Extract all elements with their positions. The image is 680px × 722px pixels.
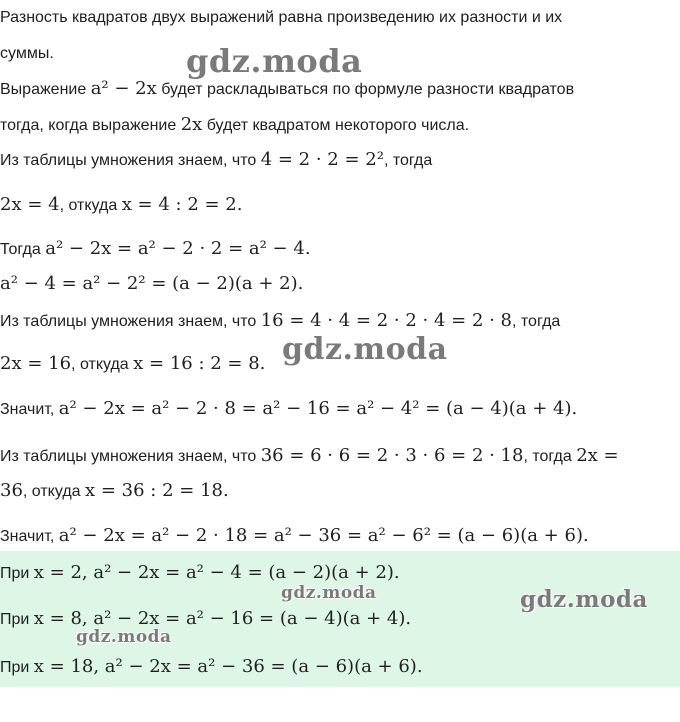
text-line-3: Выражение a² − 2x будет раскладываться по формуле разности квадратов — [0, 78, 575, 99]
math-expression: 16 = 4 · 4 = 2 · 2 · 4 = 2 · 8 — [260, 310, 513, 331]
math-expression: x = 18, a² − 2x = a² − 36 = (a − 6)(a + 6). — [33, 656, 423, 677]
math-expression: a² − 2x — [90, 78, 157, 99]
text-line-6: 2x = 4, откуда x = 4 : 2 = 2. — [0, 194, 243, 215]
text-line-8 — [0, 274, 303, 295]
answer-line-2: При x = 8, a² − 2x = a² − 16 = (a − 4)(a + 4). — [0, 608, 412, 629]
math-expression: x = 8, a² − 2x = a² − 16 = (a − 4)(a + 4). — [33, 608, 412, 629]
math-expression: 2x = 16 — [0, 353, 72, 374]
watermark-logo: gdz.moda — [76, 627, 172, 647]
text-line-9: Из таблицы умножения знаем, что 16 = 4 · 4 = 2 · 2 · 4 = 2 · 8, тогда — [0, 310, 561, 331]
math-expression: 2x — [180, 114, 203, 135]
math-expression: a² − 4 = a² − 2² = (a − 2)(a + 2). — [0, 273, 304, 294]
text-line-10: 2x = 16, откуда x = 16 : 2 = 8. — [0, 353, 266, 374]
math-expression: 36 = 6 · 6 = 2 · 3 · 6 = 2 · 18 — [260, 445, 524, 466]
math-expression: a² − 2x = a² − 2 · 8 = a² − 16 = a² − 4² = (a − 4)(a + 4). — [58, 398, 578, 419]
math-expression: x = 2, a² − 2x = a² − 4 = (a − 2)(a + 2). — [33, 562, 400, 583]
watermark-logo: gdz.moda — [282, 332, 448, 367]
text-line-12: Из таблицы умножения знаем, что 36 = 6 · 6 = 2 · 3 · 6 = 2 · 18, тогда 2x = — [0, 445, 619, 466]
math-expression: 2x = 4 — [0, 194, 60, 215]
text-line-13: 36, откуда x = 36 : 2 = 18. — [0, 480, 229, 501]
math-expression: x = 4 : 2 = 2. — [121, 194, 243, 215]
text-line-14: Значит, a² − 2x = a² − 2 · 18 = a² − 36 = a² − 6² = (a − 6)(a + 6). — [0, 525, 589, 546]
math-expression: 4 = 2 · 2 = 2² — [260, 149, 384, 170]
text-line-4: тогда, когда выражение 2x будет квадратом некоторого числа. — [0, 114, 470, 135]
watermark-logo: gdz.moda — [281, 583, 377, 603]
watermark-logo: gdz.moda — [520, 586, 648, 613]
text-line-2: суммы. — [0, 45, 54, 62]
math-expression: 36 — [0, 480, 23, 501]
answer-line-3: При x = 18, a² − 2x = a² − 36 = (a − 6)(a + 6). — [0, 656, 423, 677]
text-line-5: Из таблицы умножения знаем, что 4 = 2 · 2 = 2², тогда — [0, 149, 433, 170]
math-expression: 2x = — [576, 445, 619, 466]
math-expression: x = 16 : 2 = 8. — [133, 353, 266, 374]
math-expression: x = 36 : 2 = 18. — [85, 480, 229, 501]
answer-line-1: При x = 2, a² − 2x = a² − 4 = (a − 2)(a + 2). — [0, 562, 400, 583]
math-expression: a² − 2x = a² − 2 · 18 = a² − 36 = a² − 6² = (a − 6)(a + 6). — [58, 525, 589, 546]
watermark-logo: gdz.moda — [186, 42, 363, 80]
text-line-11: Значит, a² − 2x = a² − 2 · 8 = a² − 16 = a² − 4² = (a − 4)(a + 4). — [0, 398, 578, 419]
text-line-7: Тогда a² − 2x = a² − 2 · 2 = a² − 4. — [0, 238, 311, 259]
math-expression: a² − 2x = a² − 2 · 2 = a² − 4. — [45, 238, 311, 259]
text-line-1: Разность квадратов двух выражений равна произведению их разности и их — [0, 9, 563, 26]
